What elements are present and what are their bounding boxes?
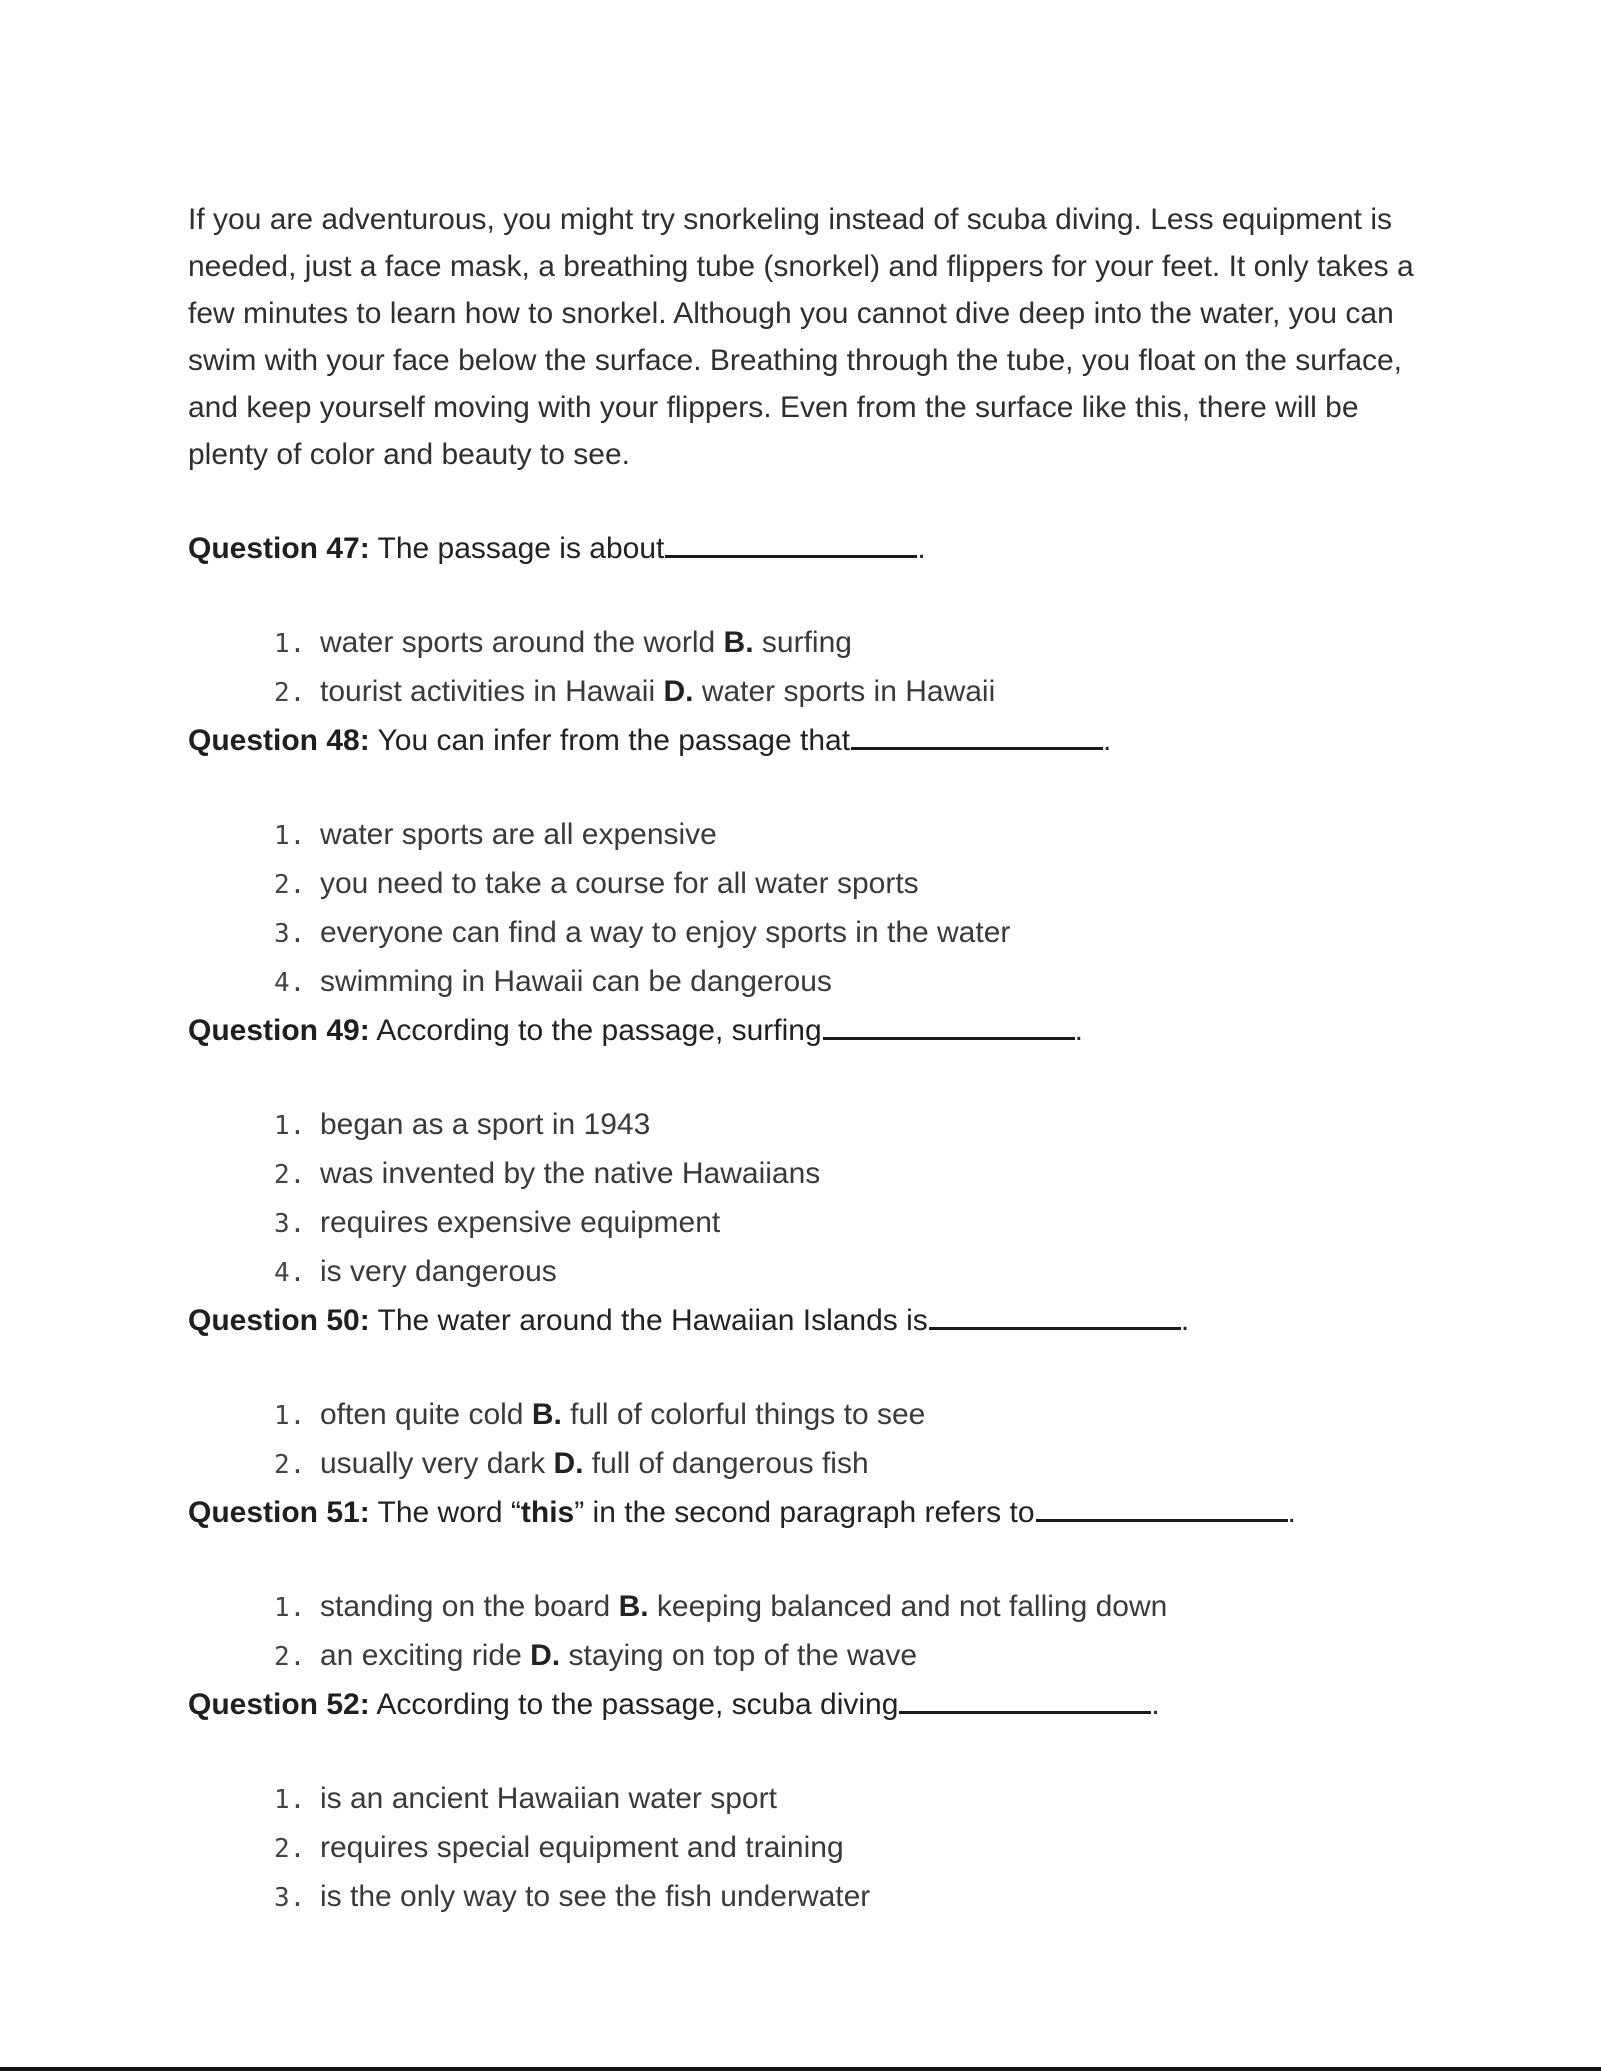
option-text: an exciting ride xyxy=(320,1639,522,1672)
option-text-2: keeping balanced and not falling down xyxy=(656,1590,1168,1623)
option-item xyxy=(274,1824,1428,1873)
option-text: everyone can find a way to enjoy sports in the water xyxy=(320,916,1011,949)
option-number: 3. xyxy=(274,1209,306,1239)
question-50-options xyxy=(188,1391,1428,1489)
option-item xyxy=(274,1248,1428,1297)
option-text: requires expensive equipment xyxy=(320,1206,721,1239)
option-text-2: full of colorful things to see xyxy=(570,1398,926,1431)
option-number: 1. xyxy=(274,821,306,851)
option-number: 1. xyxy=(274,629,306,659)
option-text: you need to take a course for all water sports xyxy=(320,867,919,900)
worksheet-page xyxy=(188,196,1428,1922)
option-letter: D. xyxy=(530,1639,561,1672)
option-text-2: full of dangerous fish xyxy=(591,1447,869,1480)
option-text: swimming in Hawaii can be dangerous xyxy=(320,965,832,998)
question-51 xyxy=(188,1489,1428,1536)
question-48-end: . xyxy=(1103,724,1112,757)
passage-paragraph: If you are adventurous, you might try snorkeling instead of scuba diving. Less equipment is needed, just a face mask, a breathing tube (snorkel) and flippers for your feet. It only takes a few minutes to learn how to snorkel. Although you cannot dive deep into the water, you can swim with your face below the surface. Breathing through the tube, you float on the surface, and keep yourself moving with your flippers. Even from the surface like this, there will be plenty of color and beauty to see. xyxy=(188,203,1414,471)
option-text: water sports are all expensive xyxy=(320,818,717,851)
option-item xyxy=(274,909,1428,958)
question-49-end: . xyxy=(1074,1014,1084,1047)
question-52-label: Question 52: xyxy=(188,1688,370,1721)
question-47-text: The passage is about xyxy=(377,532,665,565)
option-number: 2. xyxy=(274,1160,306,1190)
option-letter: B. xyxy=(723,626,754,659)
answer-blank xyxy=(929,1297,1181,1330)
option-item xyxy=(274,860,1428,909)
option-text: is an ancient Hawaiian water sport xyxy=(320,1782,777,1815)
question-51-bold-word: this xyxy=(520,1496,575,1529)
option-item xyxy=(274,1632,1428,1681)
option-item xyxy=(274,1775,1428,1824)
option-number: 1. xyxy=(274,1111,306,1141)
question-52-options xyxy=(188,1775,1428,1922)
option-text: is very dangerous xyxy=(320,1255,557,1288)
question-50-label: Question 50: xyxy=(188,1304,370,1337)
answer-blank xyxy=(665,525,917,558)
option-text-2: staying on top of the wave xyxy=(568,1639,918,1672)
option-number: 2. xyxy=(274,870,306,900)
question-48-options xyxy=(188,811,1428,1007)
option-text: tourist activities in Hawaii xyxy=(320,675,656,708)
question-49-label: Question 49: xyxy=(188,1014,370,1047)
question-48-label: Question 48: xyxy=(188,724,370,757)
option-item xyxy=(274,1391,1428,1440)
option-number: 2. xyxy=(274,1642,306,1672)
option-item xyxy=(274,668,1428,717)
option-text: requires special equipment and training xyxy=(320,1831,844,1864)
option-item xyxy=(274,958,1428,1007)
option-number: 1. xyxy=(274,1401,306,1431)
option-text: was invented by the native Hawaiians xyxy=(320,1157,821,1190)
option-number: 4. xyxy=(274,968,306,998)
question-49-options xyxy=(188,1101,1428,1297)
question-51-end: . xyxy=(1287,1496,1296,1529)
question-51-text-after: ” in the second paragraph refers to xyxy=(574,1496,1035,1529)
question-47 xyxy=(188,525,1428,572)
option-item xyxy=(274,1101,1428,1150)
question-49-text: According to the passage, surfing xyxy=(376,1014,822,1047)
option-number: 2. xyxy=(274,678,306,708)
question-47-label: Question 47: xyxy=(188,532,370,565)
answer-blank xyxy=(1036,1489,1288,1522)
answer-blank xyxy=(851,717,1103,750)
option-text: standing on the board xyxy=(320,1590,611,1623)
option-item xyxy=(274,811,1428,860)
option-number: 3. xyxy=(274,1883,306,1913)
option-letter: B. xyxy=(618,1590,649,1623)
question-51-options xyxy=(188,1583,1428,1681)
question-50-end: . xyxy=(1180,1304,1190,1337)
option-text: often quite cold xyxy=(320,1398,524,1431)
option-text-2: water sports in Hawaii xyxy=(701,675,996,708)
answer-blank xyxy=(899,1681,1151,1714)
option-item xyxy=(274,619,1428,668)
option-text: began as a sport in 1943 xyxy=(320,1108,651,1141)
question-47-end: . xyxy=(917,532,926,565)
option-item xyxy=(274,1583,1428,1632)
option-text: water sports around the world xyxy=(320,626,716,659)
option-item xyxy=(274,1150,1428,1199)
option-item xyxy=(274,1873,1428,1922)
option-number: 2. xyxy=(274,1450,306,1480)
option-number: 1. xyxy=(274,1785,306,1815)
answer-blank xyxy=(823,1007,1075,1040)
question-52-text: According to the passage, scuba diving xyxy=(376,1688,899,1721)
option-text-2: surfing xyxy=(761,626,852,659)
option-number: 1. xyxy=(274,1593,306,1623)
option-text: is the only way to see the fish underwater xyxy=(320,1880,871,1913)
question-51-label: Question 51: xyxy=(188,1496,370,1529)
option-text: usually very dark xyxy=(320,1447,546,1480)
option-letter: B. xyxy=(531,1398,562,1431)
option-number: 2. xyxy=(274,1834,306,1864)
question-50 xyxy=(188,1297,1428,1344)
option-letter: D. xyxy=(663,675,694,708)
option-letter: D. xyxy=(553,1447,584,1480)
question-52 xyxy=(188,1681,1428,1728)
question-51-text-before: The word “ xyxy=(377,1496,521,1529)
option-item xyxy=(274,1199,1428,1248)
option-number: 4. xyxy=(274,1258,306,1288)
question-48 xyxy=(188,717,1428,764)
question-52-end: . xyxy=(1151,1688,1160,1721)
question-48-text: You can infer from the passage that xyxy=(377,724,851,757)
question-49 xyxy=(188,1007,1428,1054)
question-50-text: The water around the Hawaiian Islands is xyxy=(377,1304,928,1337)
question-47-options xyxy=(188,619,1428,717)
option-item xyxy=(274,1440,1428,1489)
page-bottom-border xyxy=(0,2067,1601,2071)
option-number: 3. xyxy=(274,919,306,949)
